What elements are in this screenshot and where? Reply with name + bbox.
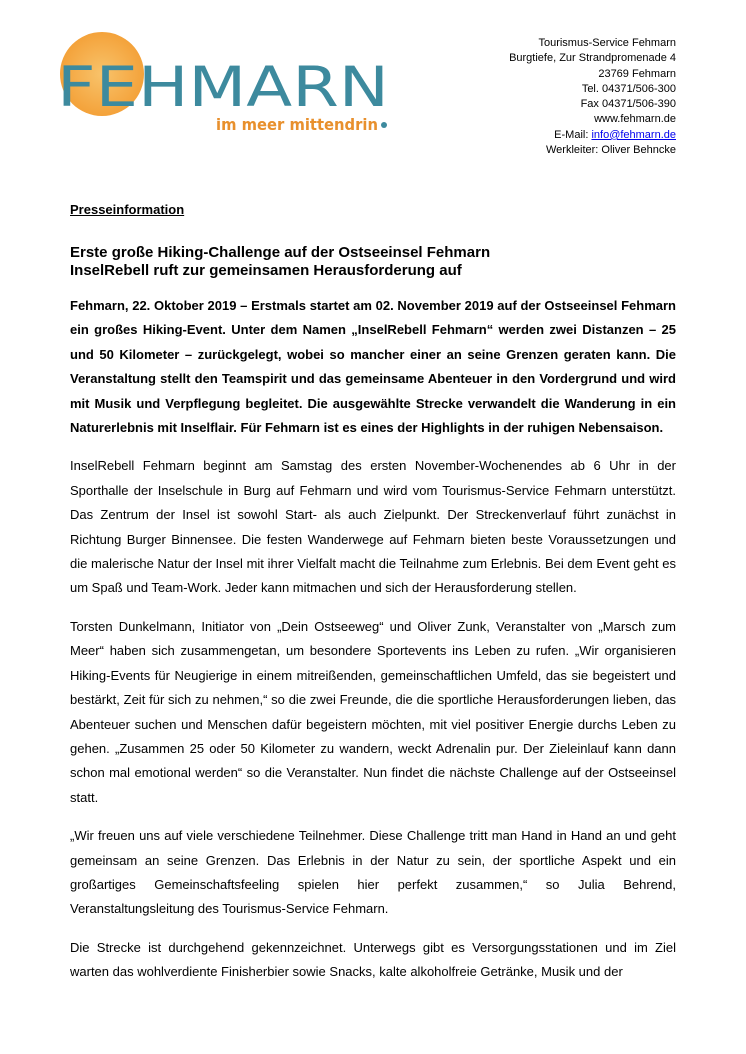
logo-tagline: im meer mittendrin <box>216 115 378 134</box>
contact-tel: Tel. 04371/506-300 <box>581 82 676 95</box>
document-label: Presseinformation <box>70 202 185 217</box>
lead-paragraph: Fehmarn, 22. Oktober 2019 – Erstmals startet am 02. November 2019 auf der Ostseeinsel Fehmarn ein großes Hiking-Event. Unter dem Namen „InselRebell Fehmarn“ werden zwei Distanzen – 25 und 50 Kilometer – zurückgelegt, wobei so mancher einer an seine Grenzen geraten kann. Die Veranstaltung stellt den Teamspirit und das gemeinsame Abenteuer in den Vordergrund und wird mit Musik und Verpflegung begleitet. Die ausgewählte Strecke verwandelt die Wanderung in ein Naturerlebnis mit Inselflair. Für Fehmarn ist es eines der Highlights in der ruhigen Nebensaison. <box>70 298 676 436</box>
contact-block <box>509 36 676 158</box>
headline <box>70 244 676 280</box>
contact-email-link[interactable]: info@fehmarn.de <box>591 128 676 141</box>
contact-email-line <box>509 128 676 143</box>
fehmarn-logo-graphic <box>54 30 399 140</box>
logo-wordmark: FEHMARN <box>57 55 389 119</box>
tagline-dot-icon <box>381 122 387 128</box>
contact-street: Burgtiefe, Zur Strandpromenade 4 <box>509 52 676 65</box>
contact-fax: Fax 04371/506-390 <box>580 98 676 111</box>
contact-manager: Werkleiter: Oliver Behncke <box>545 144 676 157</box>
contact-web: www.fehmarn.de <box>594 113 676 126</box>
body-paragraph-3: „Wir freuen uns auf viele verschiedene Teilnehmer. Diese Challenge tritt man Hand in Hand an und geht gemeinsam an seine Grenzen. Das Erlebnis in der Natur zu sein, der sportliche Aspekt und ein großartiges Gemeinschaftsfeeling spielen hier perfekt zusammen,“ so Julia Behrend, Veranstaltungsleitung des Tourismus-Service Fehmarn. <box>70 828 676 917</box>
contact-city: 23769 Fehmarn <box>598 67 676 80</box>
body-paragraph-4: Die Strecke ist durchgehend gekennzeichnet. Unterwegs gibt es Versorgungsstationen und im Ziel warten das wohlverdiente Finisherbier sowie Snacks, kalte alkoholfreie Getränke, Musik und der <box>70 939 676 980</box>
contact-org: Tourismus-Service Fehmarn <box>538 37 676 49</box>
headline-line-2: InselRebell ruft zur gemeinsamen Herausforderung auf <box>70 262 462 279</box>
press-release-body <box>70 202 676 985</box>
body-paragraph-2: Torsten Dunkelmann, Initiator von „Dein Ostseeweg“ und Oliver Zunk, Veranstalter von „Marsch zum Meer“ haben sich zusammengetan, um besondere Sportevents ins Leben zu rufen. „Wir organisieren Hiking-Events für Neugierige in einem mitreißenden, gemeinschaftlichen Umfeld, das sie begeistert und bestärkt, Zeit für sich zu nehmen,“ so die zwei Freunde, die die sportliche Herausforderungen lieben, das Abenteuer suchen und Menschen dafür begeistern möchten, mit viel positiver Energie durchs Leben zu gehen. „Zusammen 25 oder 50 Kilometer zu wandern, weckt Adrenalin pur. Der Zieleinlauf kann dann schon mal emotional werden“ so die Veranstalter. Nun findet die nächste Challenge auf der Ostseeinsel statt. <box>70 618 676 805</box>
body-paragraph-1: InselRebell Fehmarn beginnt am Samstag des ersten November-Wochenendes ab 6 Uhr in der Sporthalle der Inselschule in Burg auf Fehmarn und wird vom Tourismus-Service Fehmarn unterstützt. Das Zentrum der Insel ist sowohl Start- als auch Zielpunkt. Der Streckenverlauf führt zunächst in Richtung Burger Binnensee. Die festen Wanderwege auf Fehmarn bieten beste Voraussetzungen und die malerische Natur der Insel mit ihrer Vielfalt macht die Teilnahme zum Erlebnis. Bei dem Event geht es um Spaß und Team-Work. Jeder kann mitmachen und sich der Herausforderung stellen. <box>70 458 676 596</box>
fehmarn-logo <box>54 30 399 140</box>
contact-email-label: E-Mail: <box>554 128 592 141</box>
headline-line-1: Erste große Hiking-Challenge auf der Ostseeinsel Fehmarn <box>70 244 491 261</box>
